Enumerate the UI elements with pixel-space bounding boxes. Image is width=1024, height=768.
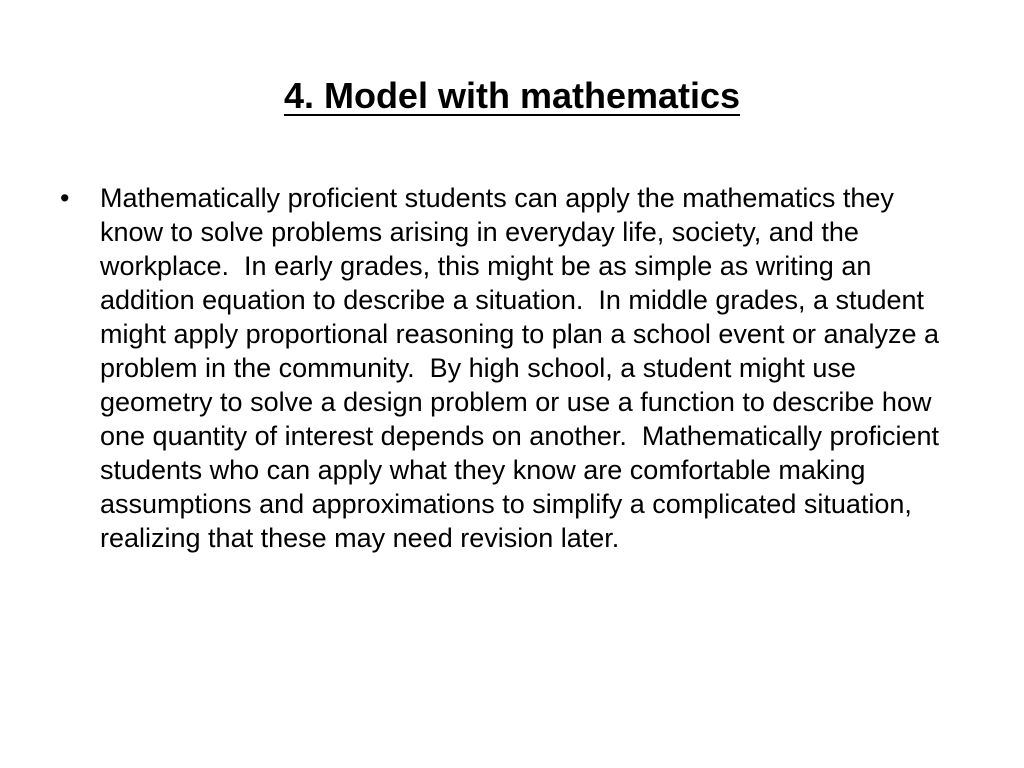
bullet-text: Mathematically proficient students can apply the mathematics they know to solve problems arising in everyday life, society, and the workplace. In early grades, this might be as simple as writing an addition equation to describe a situation. In middle grades, a student might apply proportional reasoning to plan a school event or analyze a problem in the community. By high school, a student might use geometry to solve a design problem or use a function to describe how one quantity of interest depends on another. Mathematically proficient students who can apply what they know are comfortable making assumptions and approximations to simplify a complicated situation, realizing that these may need revision later.	[100, 183, 947, 553]
bullet-icon: •	[60, 183, 70, 213]
bullet-item	[58, 181, 958, 555]
slide-title-text: 4. Model with mathematics	[283, 75, 741, 116]
bullet-list	[58, 181, 958, 555]
slide-title	[0, 70, 1024, 122]
